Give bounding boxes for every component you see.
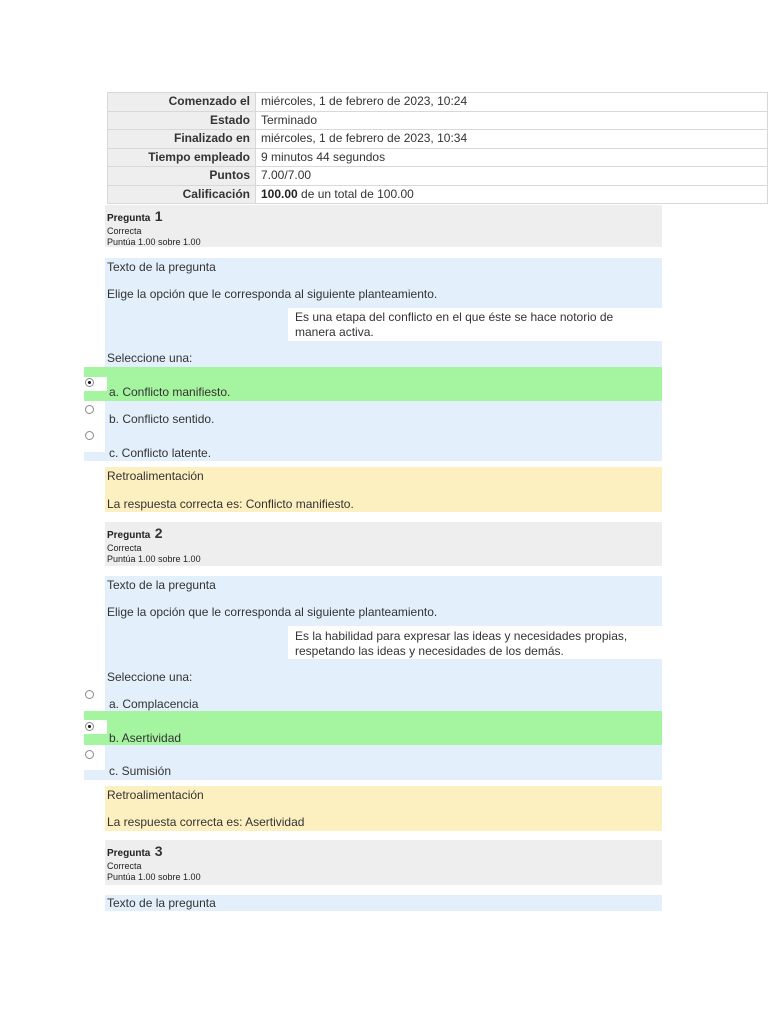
select-label: Seleccione una: bbox=[107, 670, 193, 684]
summary-value: miércoles, 1 de febrero de 2023, 10:34 bbox=[256, 130, 768, 149]
question-instruction: Elige la opción que le corresponda al siguiente planteamiento. bbox=[107, 605, 438, 619]
question-status: Correcta bbox=[107, 543, 142, 553]
grade-total: de un total de 100.00 bbox=[297, 186, 414, 201]
summary-row-time bbox=[108, 148, 768, 167]
grade-value: 100.00 bbox=[261, 186, 298, 201]
question-number: 3 bbox=[154, 843, 163, 859]
radio-option-a[interactable] bbox=[85, 378, 94, 387]
attempt-summary-table bbox=[107, 92, 768, 204]
summary-value: miércoles, 1 de febrero de 2023, 10:24 bbox=[256, 93, 768, 112]
summary-row-points bbox=[108, 167, 768, 186]
radio-option-b[interactable] bbox=[85, 722, 94, 731]
summary-row-grade bbox=[108, 185, 768, 204]
summary-value bbox=[256, 185, 768, 204]
summary-label: Calificación bbox=[108, 185, 256, 204]
option-a-label[interactable]: a. Complacencia bbox=[109, 697, 199, 711]
radio-option-c[interactable] bbox=[85, 750, 94, 759]
question-number: 2 bbox=[154, 525, 163, 541]
question-text-heading: Texto de la pregunta bbox=[107, 896, 216, 910]
question-prefix: Pregunta bbox=[107, 848, 151, 859]
radio-option-c[interactable] bbox=[85, 431, 94, 440]
question-statement: Es la habilidad para expresar las ideas y necesidades propias, respetando las ideas y necesidades de los demás. bbox=[295, 629, 628, 658]
radio-option-b[interactable] bbox=[85, 405, 94, 414]
question-text-heading: Texto de la pregunta bbox=[107, 578, 216, 592]
option-b-label[interactable]: b. Conflicto sentido. bbox=[109, 412, 215, 426]
summary-label: Estado bbox=[108, 111, 256, 130]
question-prefix: Pregunta bbox=[107, 213, 151, 224]
option-b-label[interactable]: b. Asertividad bbox=[109, 731, 182, 745]
question-status: Correcta bbox=[107, 861, 142, 871]
question-2-info bbox=[105, 522, 662, 566]
summary-value: 9 minutos 44 segundos bbox=[256, 148, 768, 167]
summary-label: Comenzado el bbox=[108, 93, 256, 112]
question-text-heading: Texto de la pregunta bbox=[107, 260, 216, 274]
option-c-row-edge bbox=[84, 770, 106, 780]
option-c-label[interactable]: c. Sumisión bbox=[109, 764, 172, 778]
option-c-row bbox=[105, 745, 662, 780]
question-statement: Es una etapa del conflicto en el que éste se hace notorio de manera activa. bbox=[295, 310, 614, 339]
option-c-row-edge bbox=[84, 452, 106, 461]
option-b-row bbox=[105, 711, 662, 745]
summary-row-started bbox=[108, 93, 768, 112]
feedback-text: La respuesta correcta es: Asertividad bbox=[107, 815, 305, 829]
option-a-label[interactable]: a. Conflicto manifiesto. bbox=[109, 385, 231, 399]
select-label: Seleccione una: bbox=[107, 351, 193, 365]
summary-row-finished bbox=[108, 130, 768, 149]
question-score: Puntúa 1.00 sobre 1.00 bbox=[107, 237, 201, 247]
feedback-heading: Retroalimentación bbox=[107, 469, 204, 483]
question-score: Puntúa 1.00 sobre 1.00 bbox=[107, 872, 201, 882]
question-score: Puntúa 1.00 sobre 1.00 bbox=[107, 554, 201, 564]
summary-value: 7.00/7.00 bbox=[256, 167, 768, 186]
question-prefix: Pregunta bbox=[107, 530, 151, 541]
summary-label: Tiempo empleado bbox=[108, 148, 256, 167]
question-status: Correcta bbox=[107, 226, 142, 236]
option-c-label[interactable]: c. Conflicto latente. bbox=[109, 446, 212, 460]
summary-value: Terminado bbox=[256, 111, 768, 130]
feedback-heading: Retroalimentación bbox=[107, 788, 204, 802]
question-1-info bbox=[105, 205, 662, 247]
question-instruction: Elige la opción que le corresponda al siguiente planteamiento. bbox=[107, 287, 438, 301]
radio-option-a[interactable] bbox=[85, 690, 94, 699]
question-3-info bbox=[105, 840, 662, 885]
question-number: 1 bbox=[154, 208, 163, 224]
summary-label: Puntos bbox=[108, 167, 256, 186]
feedback-text: La respuesta correcta es: Conflicto manifiesto. bbox=[107, 497, 354, 511]
summary-label: Finalizado en bbox=[108, 130, 256, 149]
summary-row-state bbox=[108, 111, 768, 130]
